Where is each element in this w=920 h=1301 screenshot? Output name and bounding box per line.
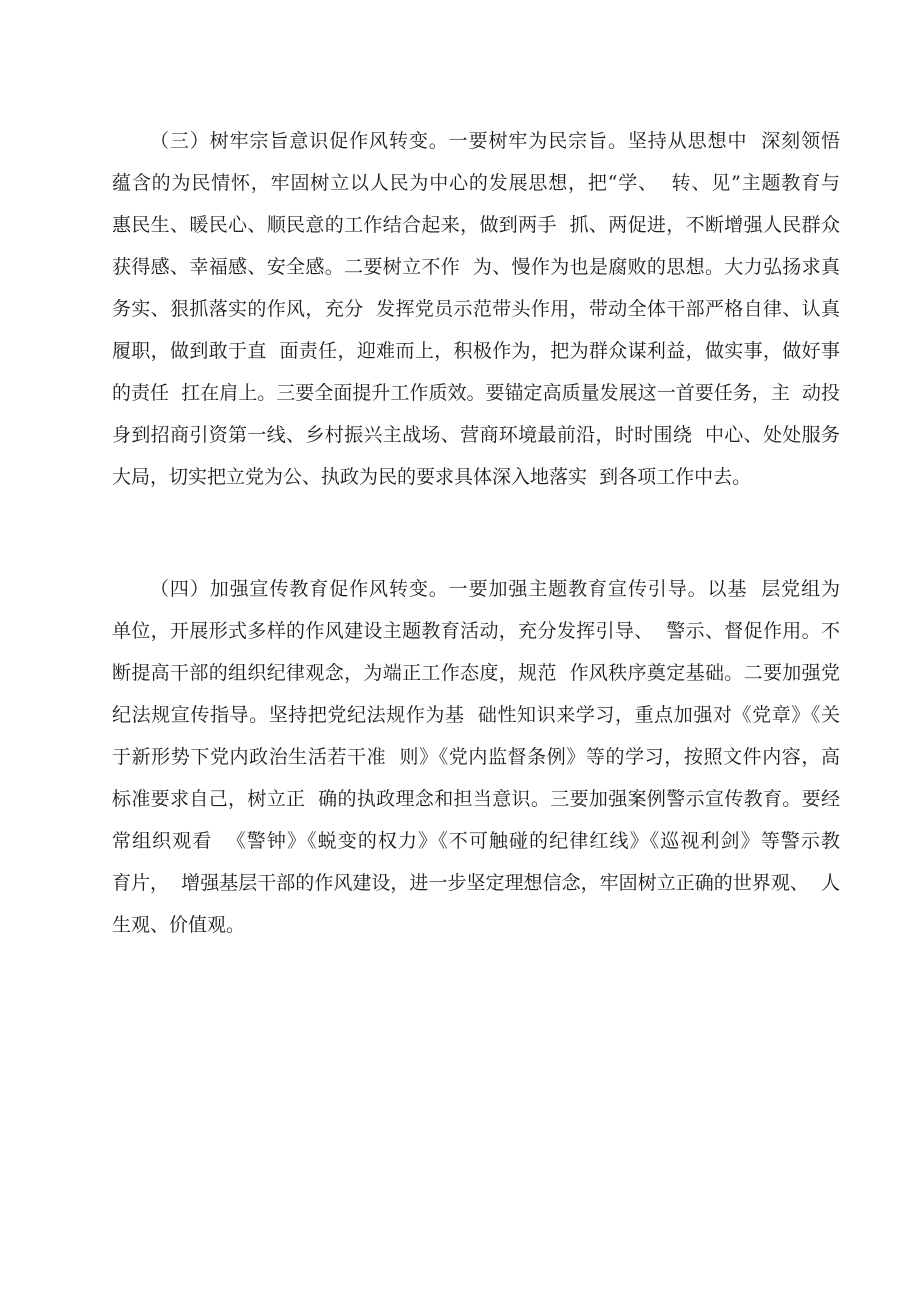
paragraph-line: 惠民生、暖民心、顺民意的工作结合起来，做到两手 抓、两促进，不断增强人民群众 — [112, 214, 840, 236]
paragraph-line: （三）树牢宗旨意识促作风转变。一要树牢为民宗旨。坚持从思想中 深刻领悟 — [150, 130, 840, 152]
paragraph-line: 纪法规宣传指导。坚持把党纪法规作为基 础性知识来学习，重点加强对《党章》《关 — [112, 704, 840, 726]
paragraph-line: 常组织观看 《警钟》《蜕变的权力》《不可触碰的纪律红线》《巡视利剑》等警示教 — [112, 830, 840, 852]
paragraph-line: 大局，切实把立党为公、执政为民的要求具体深入地落实 到各项工作中去。 — [112, 466, 752, 488]
paragraph-line: 单位，开展形式多样的作风建设主题教育活动，充分发挥引导、 警示、督促作用。不 — [112, 620, 840, 642]
paragraph-line: 身到招商引资第一线、乡村振兴主战场、营商环境最前沿，时时围绕 中心、处处服务 — [112, 424, 840, 446]
paragraph-three — [112, 120, 840, 498]
paragraph-line: 标准要求自己，树立正 确的执政理念和担当意识。三要加强案例警示宣传教育。要经 — [112, 788, 840, 810]
paragraph-line: 于新形势下党内政治生活若干准 则》《党内监督条例》等的学习，按照文件内容，高 — [112, 746, 840, 768]
paragraph-line: 的责任 扛在肩上。三要全面提升工作质效。要锚定高质量发展这一首要任务，主 动投 — [112, 382, 840, 404]
paragraph-line: 生观、价值观。 — [112, 914, 246, 936]
paragraph-line: 断提高干部的组织纪律观念，为端正工作态度，规范 作风秩序奠定基础。二要加强党 — [112, 662, 840, 684]
paragraph-line: （四）加强宣传教育促作风转变。一要加强主题教育宣传引导。以基 层党组为 — [150, 578, 840, 600]
paragraph-four — [112, 568, 840, 946]
paragraph-line: 蕴含的为民情怀，牢固树立以人民为中心的发展思想，把“学、 转、见”主题教育与 — [112, 172, 840, 194]
paragraph-line: 履职，做到敢于直 面责任，迎难而上，积极作为，把为群众谋利益，做实事，做好事 — [112, 340, 840, 362]
paragraph-line: 获得感、幸福感、安全感。二要树立不作 为、慢作为也是腐败的思想。大力弘扬求真 — [112, 256, 840, 278]
paragraph-line: 务实、狠抓落实的作风，充分 发挥党员示范带头作用，带动全体干部严格自律、认真 — [112, 298, 840, 320]
paragraph-line: 育片， 增强基层干部的作风建设，进一步坚定理想信念，牢固树立正确的世界观、 人 — [112, 872, 840, 894]
